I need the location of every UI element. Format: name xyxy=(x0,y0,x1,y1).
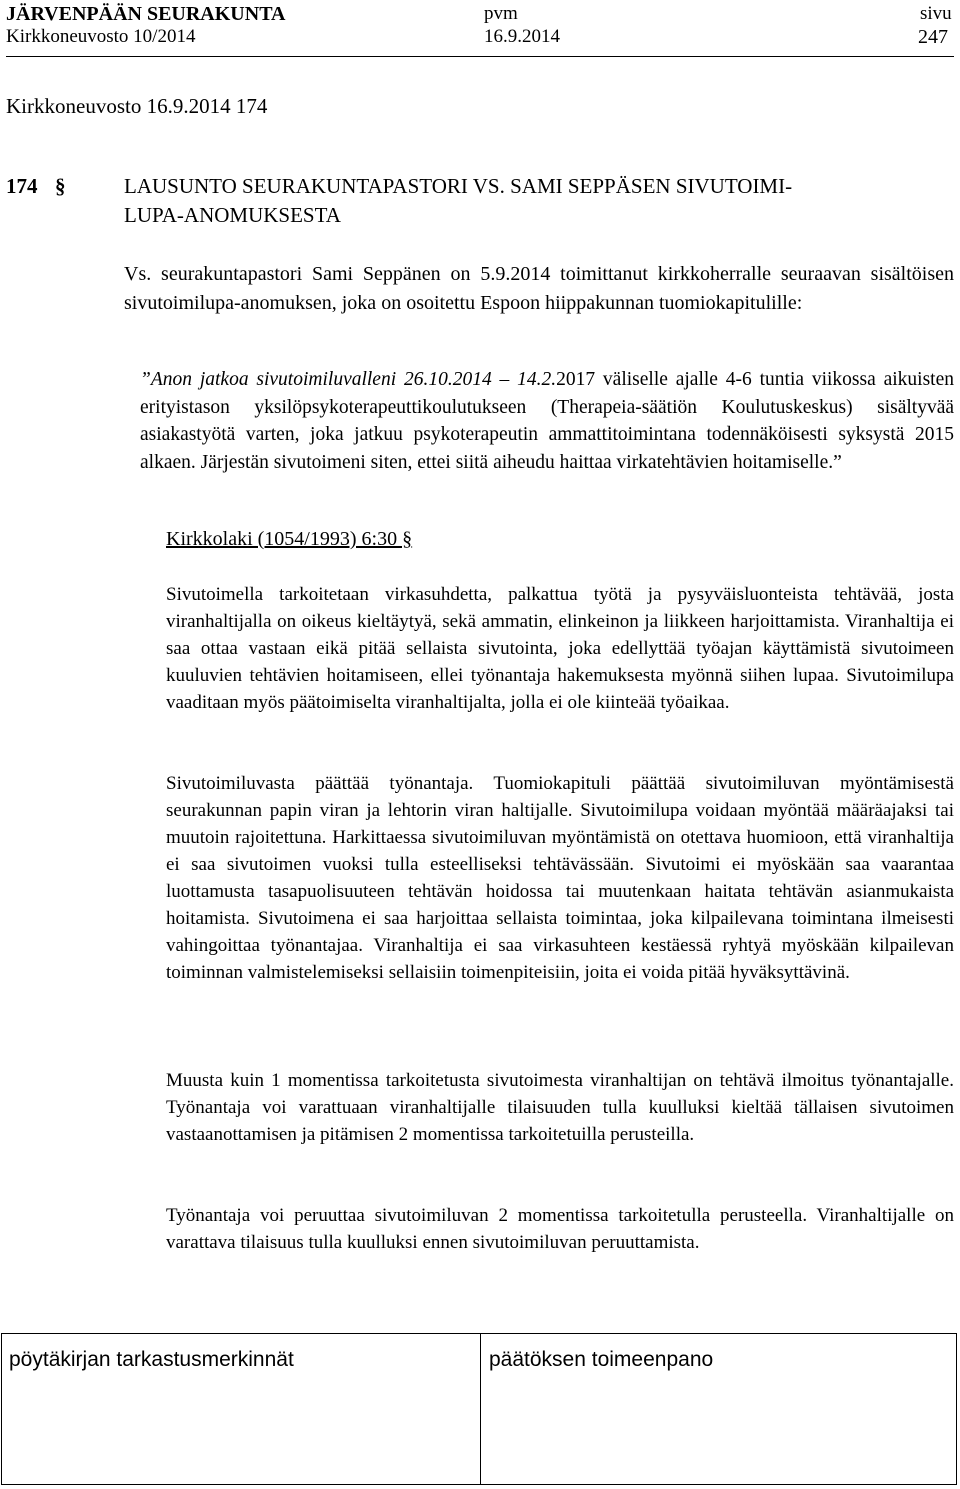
section-title-line2: LUPA-ANOMUKSESTA xyxy=(124,203,341,227)
law-reference: Kirkkolaki (1054/1993) 6:30 § xyxy=(166,528,413,550)
header-date: 16.9.2014 xyxy=(484,26,560,47)
quote-rest: 2017 väliselle ajalle 4-6 tuntia viikossa aikuisten erityistason yksilöpsykoterapeuttikoulutukseen (Therapeia-säätiön Koulutuskeskus) sisältyvää asiakastyötä varten, joka jatkuu psykoterapeutin ammattitoimintana todennäköisesti syksystä 2015 alkaen. Järjestän sivutoimeni siten, ettei siitä aiheudu haittaa virkatehtävien hoitamiselle.” xyxy=(140,369,954,473)
running-title: Kirkkoneuvosto 16.9.2014 174 xyxy=(6,94,268,118)
quote-italic: ”Anon jatkoa sivutoimiluvalleni 26.10.2014 – 14.2. xyxy=(140,369,557,390)
law-paragraph-2: Sivutoimiluvasta päättää työnantaja. Tuomiokapituli päättää sivutoimiluvan myöntämisestä seurakunnan papin viran ja lehtorin viran haltijalle. Sivutoimilupa voidaan myöntää määräajaksi tai muutoin rajoitettuna. Harkittaessa sivutoimiluvan myöntämistä on otettava huomioon, että viranhaltija ei saa sivutoimen vuoksi tulla esteelliseksi tehtävässään. Sivutoimi ei myöskään saa vaarantaa luottamusta tasapuolisuuteen tehtävän hoidossa tai muutenkaan haitata tehtävän asianmukaista hoitamista. Sivutoimena ei saa harjoittaa sellaista toimintaa, joka kilpailevana toimintana ilmeisesti vahingoittaa työnantajaa. Viranhaltija ei saa virkasuhteen kestäessä ryhtyä myöskään kilpailevan toiminnan valmistelemiseksi sellaisiin toimenpiteisiin, joita ei voida pitää hyväksyttävinä. xyxy=(166,773,954,983)
header-page: 247 xyxy=(918,26,948,48)
header-page-label: sivu xyxy=(920,3,952,24)
law-paragraph-1: Sivutoimella tarkoitetaan virkasuhdetta, palkattua työtä ja pysyväisluonteista tehtävää, josta viranhaltijalla on oikeus kieltäytyä, sekä ammatin, elinkeinon ja liikkeen harjoittamista. Viranhaltija ei saa ottaa vastaan eikä pitää sellaista sivutointa, joka edellyttää työajan käyttämistä sivutoimeen kuuluvien tehtävien hoitamiseen, ellei työnantaja hakemuksesta myönnä siihen lupaa. Sivutoimilupa vaaditaan myös päätoimiselta viranhaltijalta, jolla ei ole kiinteää työaikaa. xyxy=(166,584,954,713)
section-symbol: § xyxy=(55,174,66,198)
law-paragraph-4: Työnantaja voi peruuttaa sivutoimiluvan 2 momentissa tarkoitetulla perusteella. Viranhaltijalle on varattava tilaisuus tulla kuulluksi ennen sivutoimiluvan peruuttamista. xyxy=(166,1205,954,1253)
section-number: 174 xyxy=(6,174,38,198)
intro-paragraph: Vs. seurakuntapastori Sami Seppänen on 5.9.2014 toimittanut kirkkoherralle seuraavan sisältöisen sivutoimilupa-anomuksen, joka on osoitettu Espoon hiippakunnan tuomiokapitulille: xyxy=(124,263,954,314)
footer-right-label: päätöksen toimeenpano xyxy=(489,1348,714,1371)
header-date-label: pvm xyxy=(484,3,518,24)
header-doc: Kirkkoneuvosto 10/2014 xyxy=(6,26,196,47)
header-org: JÄRVENPÄÄN SEURAKUNTA xyxy=(6,3,286,25)
law-paragraph-3: Muusta kuin 1 momentissa tarkoitetusta sivutoimesta viranhaltijan on tehtävä ilmoitus työnantajalle. Työnantaja voi varattuaan viranhaltijalle tilaisuuden tulla kuulluksi kieltää tällaisen sivutoimen vastaanottamisen ja pitämisen 2 momentissa tarkoitetuilla perusteilla. xyxy=(166,1070,954,1145)
footer-box xyxy=(1,1333,957,1485)
section-title-line1: LAUSUNTO SEURAKUNTAPASTORI VS. SAMI SEPPÄSEN SIVUTOIMI- xyxy=(124,174,793,198)
footer-divider xyxy=(480,1334,481,1484)
quote-paragraph xyxy=(140,366,954,476)
section-title xyxy=(124,172,960,230)
footer-left-label: pöytäkirjan tarkastusmerkinnät xyxy=(9,1348,294,1371)
header-rule xyxy=(6,56,954,57)
